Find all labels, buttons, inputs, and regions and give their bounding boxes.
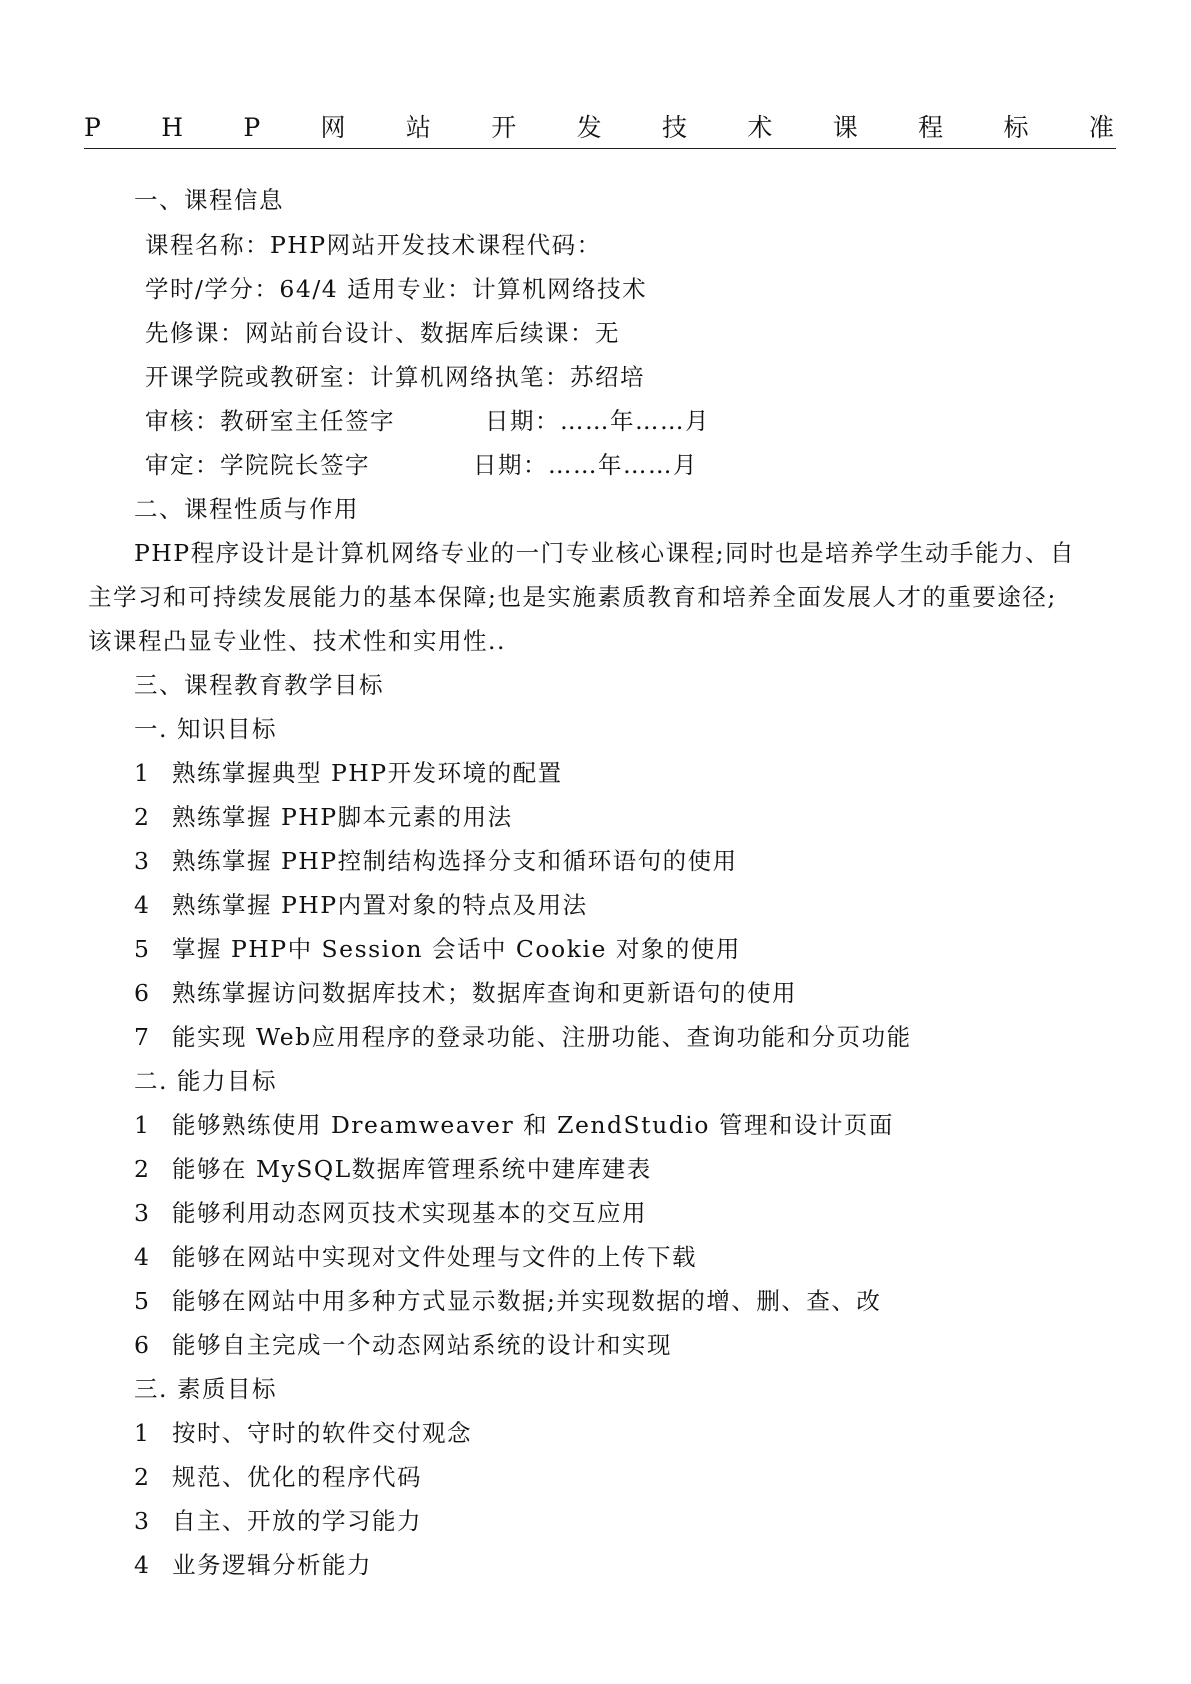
paragraph-line: 主学习和可持续发展能力的基本保障;也是实施素质教育和培养全面发展人才的重要途径; (88, 583, 1057, 611)
list-item (134, 1501, 422, 1541)
list-item (134, 1413, 472, 1453)
list-item (134, 1193, 647, 1233)
item-number: 1 (134, 759, 151, 787)
list-item (134, 1281, 881, 1321)
list-item (134, 1237, 697, 1277)
list-item (134, 841, 738, 881)
item-text: 掌握 PHP中 Session 会话中 Cookie 对象的使用 (172, 935, 741, 963)
item-number: 2 (134, 803, 151, 831)
item-number: 3 (134, 1199, 151, 1227)
item-number: 2 (134, 1463, 151, 1491)
approve-label: 审定：学院院长签字 (145, 451, 370, 479)
subheading-quality: 三. 素质目标 (134, 1375, 277, 1403)
item-number: 4 (134, 891, 151, 919)
item-number: 5 (134, 935, 151, 963)
item-number: 1 (134, 1111, 151, 1139)
title-char: P (243, 113, 261, 142)
section-heading-objectives: 三、课程教育教学目标 (134, 671, 384, 699)
item-text: 熟练掌握访问数据库技术；数据库查询和更新语句的使用 (172, 979, 797, 1007)
item-number: 7 (134, 1023, 151, 1051)
prerequisite-line: 先修课：网站前台设计、数据库后续课：无 (145, 319, 620, 347)
list-item (134, 1105, 894, 1145)
item-text: 能够自主完成一个动态网站系统的设计和实现 (172, 1331, 672, 1359)
title-char: 开 (491, 113, 517, 142)
item-text: 熟练掌握典型 PHP开发环境的配置 (172, 759, 563, 787)
item-number: 3 (134, 1507, 151, 1535)
list-item (134, 929, 741, 969)
list-item (134, 753, 563, 793)
review-date: 日期：……年……月 (485, 407, 710, 435)
title-underline (84, 148, 1116, 149)
item-text: 能够利用动态网页技术实现基本的交互应用 (172, 1199, 647, 1227)
item-text: 熟练掌握 PHP控制结构选择分支和循环语句的使用 (172, 847, 738, 875)
item-number: 2 (134, 1155, 151, 1183)
title-char: H (161, 113, 183, 142)
title-char: 准 (1088, 113, 1114, 142)
paragraph-line: 该课程凸显专业性、技术性和实用性.. (88, 627, 506, 655)
list-item (134, 1325, 672, 1365)
review-line (145, 401, 745, 441)
course-name-line: 课程名称：PHP网站开发技术课程代码： (145, 231, 602, 259)
item-text: 熟练掌握 PHP脚本元素的用法 (172, 803, 513, 831)
item-text: 能实现 Web应用程序的登录功能、注册功能、查询功能和分页功能 (172, 1023, 912, 1051)
title-char: 术 (747, 113, 773, 142)
section-heading-course-info: 一、课程信息 (134, 186, 284, 214)
item-number: 1 (134, 1419, 151, 1447)
item-number: 5 (134, 1287, 151, 1315)
title-char: 标 (1003, 113, 1029, 142)
list-item (134, 1457, 422, 1497)
list-item (134, 1017, 912, 1057)
title-char: 发 (576, 113, 602, 142)
title-char: 网 (320, 113, 346, 142)
item-text: 业务逻辑分析能力 (172, 1551, 372, 1579)
subheading-knowledge: 一. 知识目标 (134, 715, 277, 743)
item-number: 4 (134, 1551, 151, 1579)
title-char: 技 (662, 113, 688, 142)
department-line: 开课学院或教研室：计算机网络执笔：苏绍培 (145, 363, 645, 391)
item-text: 能够在 MySQL数据库管理系统中建库建表 (172, 1155, 652, 1183)
subheading-ability: 二. 能力目标 (134, 1067, 277, 1095)
section-heading-nature: 二、课程性质与作用 (134, 495, 359, 523)
review-label: 审核：教研室主任签字 (145, 407, 395, 435)
item-text: 能够在网站中用多种方式显示数据;并实现数据的增、删、查、改 (172, 1287, 882, 1315)
title-char: 程 (918, 113, 944, 142)
item-text: 按时、守时的软件交付观念 (172, 1419, 472, 1447)
item-number: 6 (134, 979, 151, 1007)
paragraph-line: PHP程序设计是计算机网络专业的一门专业核心课程;同时也是培养学生动手能力、自 (134, 539, 1076, 567)
list-item (134, 1545, 372, 1585)
item-number: 3 (134, 847, 151, 875)
item-number: 6 (134, 1331, 151, 1359)
approve-line (145, 445, 745, 485)
title-char: 课 (832, 113, 858, 142)
item-number: 4 (134, 1243, 151, 1271)
title-char: 站 (405, 113, 431, 142)
item-text: 规范、优化的程序代码 (172, 1463, 422, 1491)
item-text: 能够熟练使用 Dreamweaver 和 ZendStudio 管理和设计页面 (172, 1111, 894, 1139)
item-text: 能够在网站中实现对文件处理与文件的上传下载 (172, 1243, 697, 1271)
title-char: P (84, 113, 101, 142)
list-item (134, 973, 797, 1013)
list-item (134, 797, 513, 837)
item-text: 自主、开放的学习能力 (172, 1507, 422, 1535)
item-text: 熟练掌握 PHP内置对象的特点及用法 (172, 891, 588, 919)
approve-date: 日期：……年……月 (473, 451, 698, 479)
list-item (134, 1149, 652, 1189)
course-hours-line: 学时/学分：64/4 适用专业：计算机网络技术 (145, 275, 648, 303)
list-item (134, 885, 588, 925)
document-title (84, 108, 1114, 148)
